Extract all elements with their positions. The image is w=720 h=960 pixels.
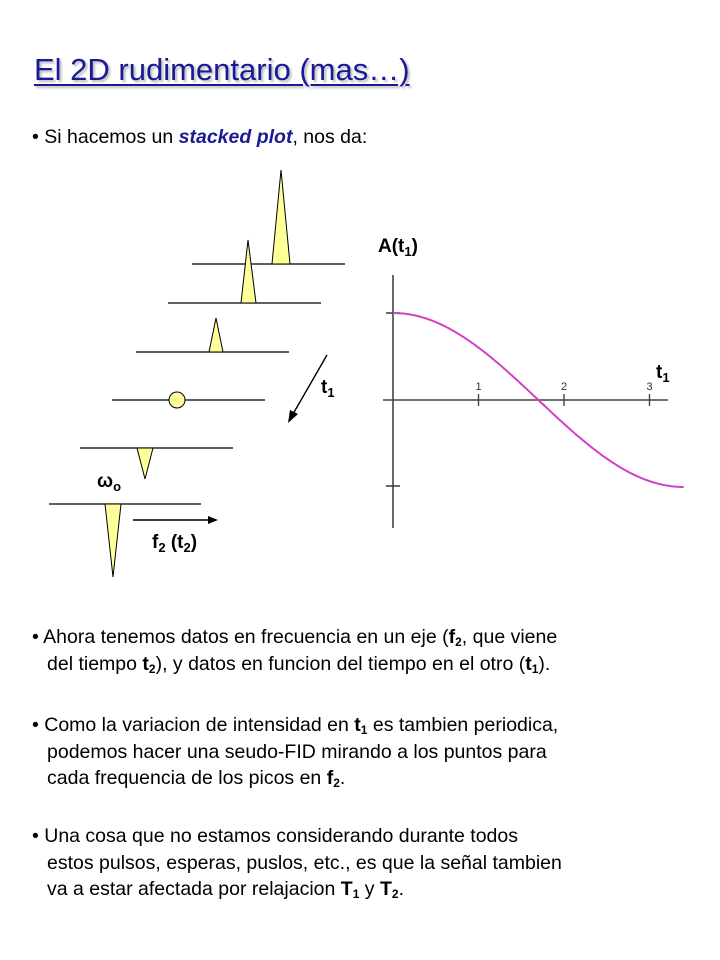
paragraph-3: [32, 823, 562, 903]
paragraph-2: [32, 712, 558, 792]
text-run: .: [398, 878, 404, 900]
intro-text-pre: Si hacemos un: [38, 126, 179, 148]
omega-label: $\omega_o$: [97, 471, 122, 494]
t1-arrowhead: [288, 410, 298, 423]
peak-2: [241, 240, 256, 303]
text-run: 2: [455, 635, 462, 649]
peak-3: [209, 318, 223, 352]
paragraph-1-line-2: [32, 651, 557, 678]
text-run: 1: [352, 887, 360, 901]
paragraph-3-line-2: [32, 850, 562, 877]
bullet-mark: •: [32, 126, 39, 148]
f2-label: $f_2$ $(t_2)$: [152, 532, 198, 555]
paragraph-2-line-2: [32, 739, 558, 766]
peak-1: [272, 170, 290, 264]
stacked-baselines: [49, 264, 345, 504]
text-run: T: [340, 878, 353, 900]
peak-6: [105, 504, 121, 577]
stack-t1-label: $t_1$: [321, 377, 335, 400]
text-run: 2: [333, 776, 340, 790]
text-run: Ahora tenemos datos en frecuencia en un eje (: [38, 626, 449, 648]
text-run: va a estar afectada por relajacion: [47, 878, 341, 900]
text-run: del tiempo: [47, 652, 143, 675]
paragraph-3-line-3: [32, 876, 562, 903]
paragraph-1-line-1: [32, 626, 557, 648]
text-run: ).: [538, 652, 551, 675]
f2-arrowhead: [208, 516, 218, 524]
x-tick-label-2: 2: [560, 381, 568, 393]
peak-4-null: [169, 392, 185, 408]
stacked-peaks: [105, 170, 290, 577]
x-tick-label-3: 3: [646, 381, 653, 393]
text-run: y: [359, 878, 380, 900]
text-run: podemos hacer una seudo-FID mirando a los puntos para: [47, 740, 547, 763]
intro-text-post: , nos da:: [292, 126, 368, 148]
text-run: cada frequencia de los picos en: [47, 767, 327, 789]
paragraph-1: [32, 624, 557, 677]
bullet-mark: •: [32, 825, 39, 847]
bullet-mark: •: [32, 714, 39, 736]
intro-keyword: stacked plot: [178, 126, 293, 148]
text-run: 2: [391, 887, 399, 901]
paragraph-3-line-1: [32, 825, 518, 847]
curve-y-label: $A(t_1)$: [378, 236, 418, 259]
text-run: 1: [360, 723, 368, 737]
curve-x-ticks: [475, 381, 652, 406]
text-run: 1: [531, 661, 539, 676]
paragraph-2-line-1: [32, 714, 558, 736]
paragraph-2-line-3: [32, 765, 558, 792]
text-run: 2: [148, 661, 156, 676]
page-title: El 2D rudimentario (mas…): [34, 52, 410, 87]
text-run: .: [339, 767, 346, 789]
bullet-mark: •: [32, 626, 39, 648]
text-run: t: [354, 714, 361, 736]
text-run: f: [448, 626, 456, 648]
curve-axes: [383, 275, 668, 528]
text-run: , que viene: [461, 626, 558, 648]
text-run: estos pulsos, esperas, puslos, etc., es que la señal tambien: [47, 851, 562, 874]
text-run: t: [142, 652, 149, 675]
text-run: f: [326, 767, 334, 789]
text-run: T: [379, 878, 392, 900]
text-run: t: [525, 652, 532, 675]
text-run: Como la variacion de intensidad en: [38, 714, 355, 736]
text-run: es tambien periodica,: [367, 714, 559, 736]
text-run: ), y datos en funcion del tiempo en el otro (: [155, 652, 526, 675]
text-run: Una cosa que no estamos considerando durante todos: [38, 825, 518, 847]
curve-t1-label: $t_1$: [656, 362, 670, 385]
x-tick-label-1: 1: [475, 381, 482, 393]
peak-5: [137, 448, 153, 479]
